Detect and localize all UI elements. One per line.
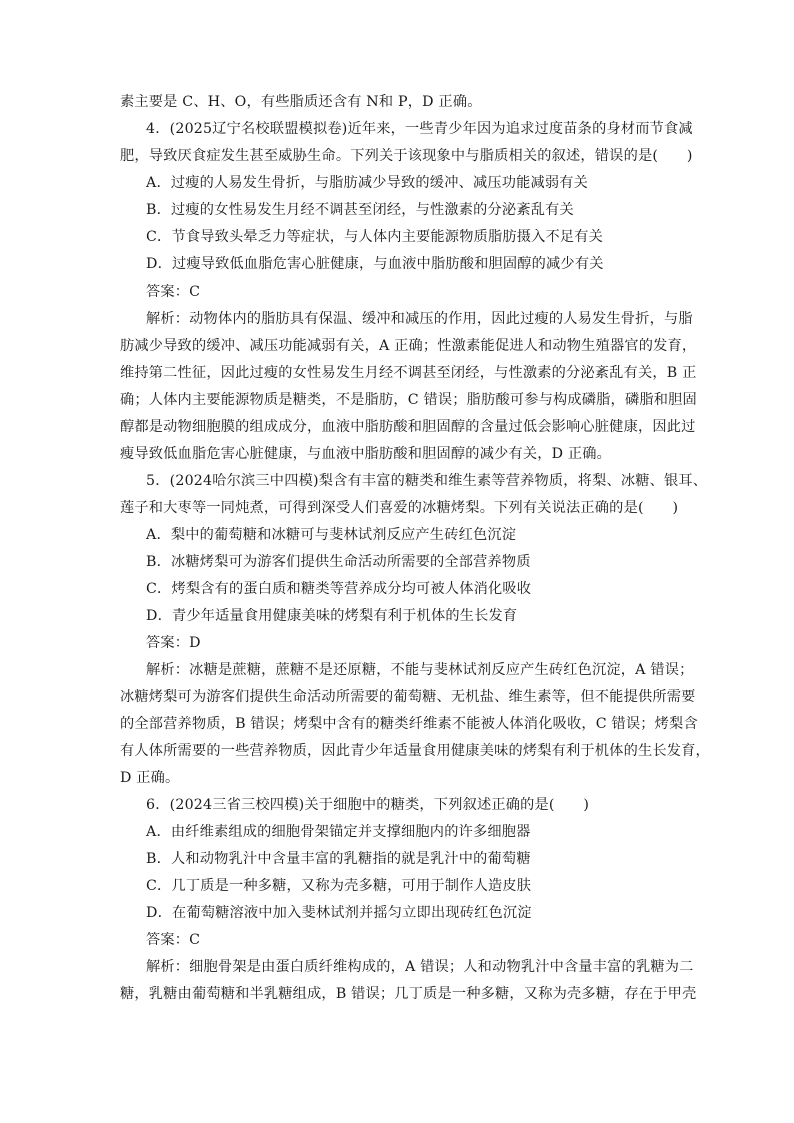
- question-6-option-a: A．由纤维素组成的细胞骨架锚定并支撑细胞内的许多细胞器: [146, 824, 531, 840]
- question-5-explanation: 解析：冰糖是蔗糖，蔗糖不是还原糖，不能与斐林试剂反应产生砖红色沉淀，A 错误；: [146, 662, 694, 678]
- question-5-option-c: C．烤梨含有的蛋白质和糖类等营养成分均可被人体消化吸收: [146, 581, 532, 597]
- question-4-option-a: A．过瘦的人易发生骨折，与脂肪减少导致的缓冲、减压功能减弱有关: [146, 175, 589, 191]
- question-6-stem: 6．(2024三省三校四模)关于细胞中的糖类，下列叙述正确的是( ): [146, 797, 590, 813]
- question-5-option-b: B．冰糖烤梨可为游客们提供生命活动所需要的全部营养物质: [146, 554, 531, 570]
- question-5-explanation: 的全部营养物质，B 错误；烤梨中含有的糖类纤维素不能被人体消化吸收，C 错误；烤梨含: [120, 716, 698, 732]
- text-line: 素主要是 C、H、O，有些脂质还含有 N和 P，D 正确。: [120, 94, 482, 110]
- question-4-explanation: 醇都是动物细胞膜的组成成分，血液中脂肪酸和胆固醇的含量过低会影响心脏健康，因此过: [120, 419, 696, 435]
- question-5-explanation: 有人体所需要的一些营养物质，因此青少年适量食用健康美味的烤梨有利于机体的生长发育，: [120, 743, 710, 759]
- question-4-stem: 4．(2025辽宁名校联盟模拟卷)近年来，一些青少年因为追求过度苗条的身材而节食减: [146, 121, 693, 137]
- question-6-option-b: B．人和动物乳汁中含量丰富的乳糖指的就是乳汁中的葡萄糖: [146, 851, 531, 867]
- question-5-option-a: A．梨中的葡萄糖和冰糖可与斐林试剂反应产生砖红色沉淀: [146, 527, 517, 543]
- question-6-explanation: 糖，乳糖由葡萄糖和半乳糖组成，B 错误；几丁质是一种多糖，又称为壳多糖，存在于甲壳: [120, 986, 697, 1002]
- question-5-stem: 5．(2024哈尔滨三中四模)梨含有丰富的糖类和维生素等营养物质，将梨、冰糖、银耳、: [146, 473, 708, 489]
- question-5-answer: 答案：D: [146, 635, 201, 651]
- question-4-explanation: 瘦导致低血脂危害心脏健康，与血液中脂肪酸和胆固醇的减少有关，D 正确。: [120, 446, 612, 462]
- question-5-explanation: 冰糖烤梨可为游客们提供生命活动所需要的葡萄糖、无机盐、维生素等，但不能提供所需要: [120, 689, 696, 705]
- question-4-explanation: 解析：动物体内的脂肪具有保温、缓冲和减压的作用，因此过瘦的人易发生骨折，与脂: [146, 311, 693, 327]
- question-5-option-d: D．青少年适量食用健康美味的烤梨有利于机体的生长发育: [146, 608, 518, 624]
- question-4-answer: 答案：C: [146, 284, 201, 300]
- question-5-explanation: D 正确。: [120, 770, 180, 786]
- question-6-answer: 答案：C: [146, 932, 201, 948]
- question-4-option-c: C．节食导致头晕乏力等症状，与人体内主要能源物质脂肪摄入不足有关: [146, 229, 604, 245]
- question-4-option-d: D．过瘦导致低血脂危害心脏健康，与血液中脂肪酸和胆固醇的减少有关: [146, 256, 604, 272]
- question-5-stem: 莲子和大枣等一同炖煮，可得到深受人们喜爱的冰糖烤梨。下列有关说法正确的是( ): [120, 500, 679, 516]
- question-4-explanation: 肪减少导致的缓冲、减压功能减弱有关，A 正确；性激素能促进人和动物生殖器官的发育，: [120, 338, 697, 354]
- question-4-explanation: 维持第二性征，因此过瘦的女性易发生月经不调甚至闭经，与性激素的分泌紊乱有关，B 正: [120, 365, 697, 381]
- question-4-stem: 肥，导致厌食症发生甚至威胁生命。下列关于该现象中与脂质相关的叙述，错误的是( ): [120, 148, 693, 164]
- question-4-option-b: B．过瘦的女性易发生月经不调甚至闭经，与性激素的分泌紊乱有关: [146, 202, 574, 218]
- question-4-explanation: 确；人体内主要能源物质是糖类，不是脂肪，C 错误；脂肪酸可参与构成磷脂，磷脂和胆固: [120, 392, 697, 408]
- question-6-option-d: D．在葡萄糖溶液中加入斐林试剂并摇匀立即出现砖红色沉淀: [146, 905, 532, 921]
- question-6-explanation: 解析：细胞骨架是由蛋白质纤维构成的，A 错误；人和动物乳汁中含量丰富的乳糖为二: [146, 959, 694, 975]
- question-6-option-c: C．几丁质是一种多糖，又称为壳多糖，可用于制作人造皮肤: [146, 878, 532, 894]
